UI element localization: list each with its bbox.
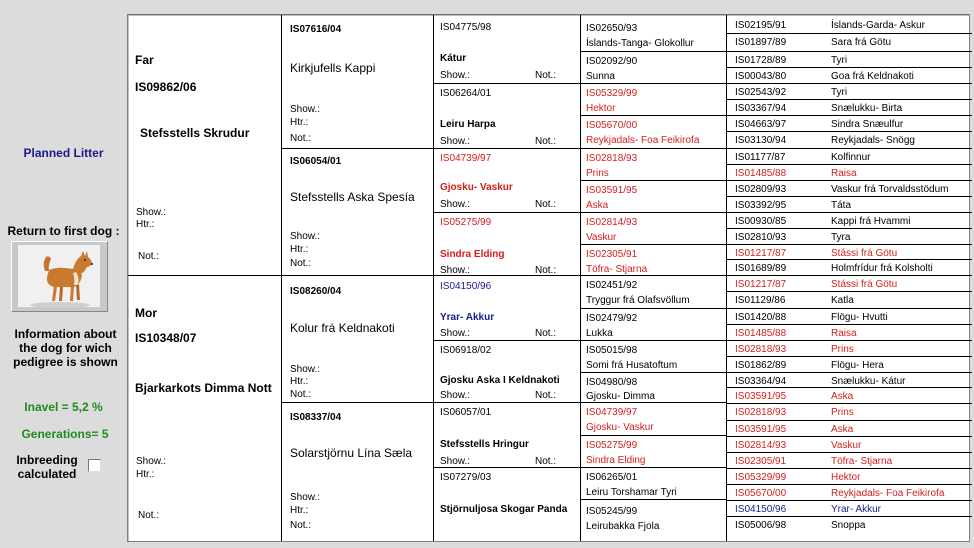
- dog-name: Stefsstells Hringur: [440, 439, 529, 450]
- dog-name: Kolur frá Keldnakoti: [290, 321, 395, 335]
- dog-name: Aska: [831, 391, 854, 402]
- gen5-row[interactable]: [727, 164, 972, 181]
- gen5-row[interactable]: [727, 340, 972, 357]
- gen5-row[interactable]: [727, 500, 972, 517]
- htr-label: Htr.:: [136, 219, 155, 230]
- gen5-row[interactable]: [727, 259, 972, 276]
- reg-number: IS02305/91: [735, 456, 787, 467]
- reg-number: IS05275/99: [440, 217, 492, 228]
- gen5-row[interactable]: [727, 17, 972, 33]
- reg-number: IS05245/99: [586, 506, 638, 517]
- gen4-dog[interactable]: [581, 115, 727, 149]
- reg-number: IS07279/03: [440, 472, 492, 483]
- dog-name: Stássi frá Götu: [831, 248, 898, 259]
- reg-number: IS01420/88: [735, 312, 787, 323]
- reg-number: IS06918/02: [440, 345, 492, 356]
- gen3-dog[interactable]: [434, 340, 581, 403]
- dog-name: Tyri: [831, 55, 848, 66]
- reg-number: IS02650/93: [586, 23, 638, 34]
- dog-name: Hektor: [586, 103, 616, 114]
- gen5-row[interactable]: [727, 436, 972, 453]
- inbreeding-label: Inbreeding calculated: [16, 453, 78, 481]
- gen2-dog[interactable]: [282, 402, 434, 541]
- show-label: Show.:: [440, 70, 471, 81]
- reg-number: IS02814/93: [735, 440, 787, 451]
- left-panel: [0, 0, 127, 548]
- gen3-dog[interactable]: [434, 212, 581, 276]
- reg-number: IS05275/99: [586, 440, 638, 451]
- gen5-column: [726, 15, 972, 541]
- not-label: Not.:: [535, 70, 557, 81]
- show-label: Show.:: [440, 265, 471, 276]
- gen5-row[interactable]: [727, 83, 972, 100]
- gen4-dog[interactable]: [581, 308, 727, 341]
- dog-name: Sindra Elding: [440, 249, 505, 260]
- show-label: Show.:: [136, 207, 167, 218]
- reg-number: IS09862/06: [135, 80, 197, 94]
- dog-name: Íslands-Garda- Askur: [831, 20, 925, 31]
- reg-number: IS06054/01: [290, 156, 342, 167]
- reg-number: IS05329/99: [586, 88, 638, 99]
- reg-number: IS02818/93: [735, 407, 787, 418]
- dog-name: Prins: [831, 407, 854, 418]
- dog-name: Gjosku- Dimma: [586, 391, 655, 402]
- dog-name: Sindra Snæulfur: [831, 119, 904, 130]
- dog-name: Gjosku Aska I Keldnakoti: [440, 375, 560, 386]
- gen4-dog[interactable]: [581, 340, 727, 373]
- gen2-column: [281, 15, 434, 541]
- not-label: Not.:: [138, 510, 160, 521]
- not-label: Not.:: [290, 258, 312, 269]
- gen4-dog[interactable]: [581, 244, 727, 276]
- gen5-row[interactable]: [727, 131, 972, 148]
- gen5-row[interactable]: [727, 403, 972, 420]
- gen5-row[interactable]: [727, 115, 972, 132]
- reg-number: IS03591/95: [586, 185, 638, 196]
- gen4-dog[interactable]: [581, 435, 727, 468]
- reg-number: IS02814/93: [586, 217, 638, 228]
- gen5-row[interactable]: [727, 148, 972, 165]
- dog-name: Yrar- Akkur: [440, 312, 495, 323]
- not-label: Not.:: [535, 456, 557, 467]
- dog-name: Stjörnuljosa Skogar Panda: [440, 504, 568, 515]
- show-label: Show.:: [440, 390, 471, 401]
- gen3-dog[interactable]: [434, 15, 581, 83]
- not-label: Not.:: [535, 328, 557, 339]
- reg-number: IS01177/87: [735, 152, 786, 163]
- reg-number: IS01485/88: [735, 328, 787, 339]
- dog-name: Kolfinnur: [831, 152, 871, 163]
- gen4-dog[interactable]: [581, 15, 727, 51]
- reg-number: IS04150/96: [440, 281, 492, 292]
- dog-name: Töfra- Stjarna: [831, 456, 893, 467]
- dog-name: Gjosku- Vaskur: [586, 422, 654, 433]
- reg-number: IS04663/97: [735, 119, 787, 130]
- gen5-row[interactable]: [727, 291, 972, 308]
- dog-name: Flögu- Hera: [831, 360, 884, 371]
- reg-number: IS05670/00: [586, 120, 638, 131]
- dog-info-text: Information about the dog for wich pedigree is shown: [13, 327, 118, 369]
- dog-name: Hektor: [831, 472, 861, 483]
- reg-number: IS03392/95: [735, 200, 787, 211]
- reg-number: IS08260/04: [290, 286, 342, 297]
- dog-photo-icon: [18, 245, 100, 307]
- reg-number: IS05329/99: [735, 472, 787, 483]
- show-label: Show.:: [290, 364, 321, 375]
- gen4-dog[interactable]: [581, 467, 727, 500]
- reg-number: IS01689/89: [735, 263, 787, 274]
- gen5-row[interactable]: [727, 51, 972, 68]
- show-label: Show.:: [290, 104, 321, 115]
- generations-value: Generations= 5: [21, 427, 109, 441]
- show-label: Show.:: [440, 328, 471, 339]
- gen5-row[interactable]: [727, 99, 972, 116]
- reg-number: IS01485/88: [735, 168, 787, 179]
- dog-name: Raisa: [831, 168, 857, 179]
- gen5-row[interactable]: [727, 196, 972, 213]
- gen5-row[interactable]: [727, 484, 972, 501]
- dog-name: Leiru Harpa: [440, 119, 496, 130]
- reg-number: IS04150/96: [735, 504, 787, 515]
- reg-number: IS01897/89: [735, 37, 787, 48]
- not-label: Not.:: [535, 136, 557, 147]
- reg-number: IS05015/98: [586, 345, 638, 356]
- gen4-dog[interactable]: [581, 180, 727, 213]
- reg-number: IS05670/00: [735, 488, 787, 499]
- dog-name: Snælukku- Kátur: [831, 376, 906, 387]
- dog-name: Stássi frá Götu: [831, 279, 898, 290]
- inbreeding-checkbox[interactable]: [88, 459, 101, 472]
- gen5-row[interactable]: [727, 516, 972, 533]
- gen3-dog[interactable]: [434, 83, 581, 149]
- reg-number: IS02809/93: [735, 184, 787, 195]
- dog-name: Táta: [831, 200, 852, 211]
- reg-number: IS02818/93: [586, 153, 638, 164]
- reg-number: IS01217/87: [735, 279, 787, 290]
- reg-number: IS06265/01: [586, 472, 638, 483]
- reg-number: IS03364/94: [735, 376, 787, 387]
- dog-name: Sunna: [586, 71, 615, 82]
- reg-number: IS04739/97: [586, 407, 638, 418]
- not-label: Not.:: [535, 390, 557, 401]
- gen5-row[interactable]: [727, 228, 972, 245]
- dog-name: Somi frá Husatoftum: [586, 360, 678, 371]
- dog-name: Raisa: [831, 328, 857, 339]
- gen4-dog[interactable]: [581, 499, 727, 541]
- gen5-row[interactable]: [727, 468, 972, 485]
- reg-number: IS06057/01: [440, 407, 492, 418]
- dog-name: Kirkjufells Kappi: [290, 61, 376, 75]
- gen5-row[interactable]: [727, 212, 972, 229]
- gen2-dog[interactable]: [282, 148, 434, 276]
- reg-number: IS02818/93: [735, 344, 787, 355]
- dog-name: Stefsstells Skrudur: [140, 126, 250, 140]
- gen5-row[interactable]: [727, 180, 972, 197]
- reg-number: IS06264/01: [440, 88, 492, 99]
- gen5-row[interactable]: [727, 356, 972, 373]
- reg-number: IS02543/92: [735, 87, 787, 98]
- gen1-dam[interactable]: [128, 275, 281, 541]
- dog-name: Vaskur: [586, 232, 617, 243]
- reg-number: IS03591/95: [735, 424, 787, 435]
- gen4-dog[interactable]: [581, 148, 727, 181]
- gen5-row[interactable]: [727, 387, 972, 404]
- show-label: Show.:: [440, 136, 471, 147]
- reg-number: IS10348/07: [135, 331, 197, 345]
- reg-number: IS00930/85: [735, 216, 787, 227]
- dog-name: Goa frá Keldnakoti: [831, 71, 914, 82]
- gen5-row[interactable]: [727, 275, 972, 292]
- htr-label: Htr.:: [290, 244, 309, 255]
- show-label: Show.:: [440, 199, 471, 210]
- not-label: Not.:: [535, 265, 557, 276]
- reg-number: IS02092/90: [586, 56, 638, 67]
- not-label: Not.:: [290, 133, 312, 144]
- gen3-dog[interactable]: [434, 148, 581, 213]
- dog-name: Tryggur frá Olafsvöllum: [586, 295, 690, 306]
- gen4-dog[interactable]: [581, 212, 727, 245]
- reg-number: IS01217/87: [735, 248, 787, 259]
- return-first-dog-button[interactable]: [11, 241, 108, 312]
- planned-litter-link[interactable]: Planned Litter: [23, 146, 104, 160]
- not-label: Not.:: [290, 389, 312, 400]
- reg-number: IS00043/80: [735, 71, 787, 82]
- dog-name: Kappi frá Hvammi: [831, 216, 911, 227]
- dog-name: Kátur: [440, 53, 467, 64]
- dog-name: Reykjadals- Snögg: [831, 135, 915, 146]
- gen4-dog[interactable]: [581, 402, 727, 436]
- return-label: Return to first dog :: [7, 224, 120, 238]
- reg-number: IS01129/86: [735, 295, 786, 306]
- gen4-dog[interactable]: [581, 51, 727, 84]
- reg-number: IS02195/91: [735, 20, 787, 31]
- gen4-dog[interactable]: [581, 83, 727, 116]
- reg-number: IS08337/04: [290, 412, 342, 423]
- dog-name: Vaskur: [831, 440, 862, 451]
- dog-name: Yrar- Akkur: [831, 504, 882, 515]
- dog-name: Reykjadals- Foa Feikirofa: [831, 488, 945, 499]
- dog-name: Snoppa: [831, 520, 866, 531]
- gen4-column: [580, 15, 727, 541]
- gen5-row[interactable]: [727, 420, 972, 437]
- dog-name: Snælukku- Birta: [831, 103, 903, 114]
- dog-name: Flögu- Hvutti: [831, 312, 888, 323]
- show-label: Show.:: [290, 492, 321, 503]
- reg-number: IS03367/94: [735, 103, 787, 114]
- dog-name: Aska: [831, 424, 854, 435]
- parent-role: Mor: [135, 306, 157, 320]
- dog-name: Prins: [831, 344, 854, 355]
- htr-label: Htr.:: [136, 469, 155, 480]
- dog-name: Lukka: [586, 328, 613, 339]
- reg-number: IS07616/04: [290, 24, 342, 35]
- dog-name: Stefsstells Aska Spesía: [290, 190, 415, 204]
- pedigree-table: [127, 14, 970, 542]
- show-label: Show.:: [290, 231, 321, 242]
- reg-number: IS02810/93: [735, 232, 787, 243]
- gen2-dog[interactable]: [282, 15, 434, 148]
- dog-name: Leirubakka Fjola: [586, 521, 660, 532]
- reg-number: IS02479/92: [586, 313, 638, 324]
- reg-number: IS03591/95: [735, 391, 787, 402]
- gen3-dog[interactable]: [434, 402, 581, 468]
- not-label: Not.:: [138, 251, 160, 262]
- reg-number: IS04775/98: [440, 22, 492, 33]
- gen1-column: [128, 15, 281, 541]
- dog-name: Prins: [586, 168, 609, 179]
- not-label: Not.:: [535, 199, 557, 210]
- reg-number: IS05006/98: [735, 520, 787, 531]
- dog-name: Tyra: [831, 232, 851, 243]
- gen5-row[interactable]: [727, 67, 972, 84]
- gen5-row[interactable]: [727, 308, 972, 325]
- reg-number: IS01728/89: [735, 55, 787, 66]
- gen1-sire[interactable]: [128, 15, 281, 275]
- gen3-dog[interactable]: [434, 275, 581, 341]
- inavel-value: Inavel = 5,2 %: [24, 400, 103, 414]
- htr-label: Htr.:: [290, 117, 309, 128]
- dog-name: Sara frá Götu: [831, 37, 892, 48]
- reg-number: IS02305/91: [586, 249, 638, 260]
- dog-name: Bjarkarkots Dimma Nott: [135, 381, 272, 395]
- gen5-row[interactable]: [727, 452, 972, 469]
- dog-name: Sindra Elding: [586, 455, 646, 466]
- htr-label: Htr.:: [290, 505, 309, 516]
- gen3-column: [433, 15, 581, 541]
- dog-name: Töfra- Stjarna: [586, 264, 648, 275]
- dog-name: Leiru Torshamar Tyri: [586, 487, 677, 498]
- reg-number: IS04739/97: [440, 153, 492, 164]
- dog-name: Reykjadals- Foa Feikirofa: [586, 135, 700, 146]
- gen4-dog[interactable]: [581, 275, 727, 309]
- dog-name: Aska: [586, 200, 609, 211]
- dog-name: Solarstjörnu Lína Sæla: [290, 446, 413, 460]
- parent-role: Far: [135, 53, 154, 67]
- reg-number: IS01862/89: [735, 360, 787, 371]
- dog-name: Gjosku- Vaskur: [440, 182, 513, 193]
- htr-label: Htr.:: [290, 376, 309, 387]
- dog-name: Holmfrídur frá Kolsholti: [831, 263, 933, 274]
- reg-number: IS03130/94: [735, 135, 787, 146]
- dog-name: Íslands-Tanga- Glokollur: [586, 38, 694, 49]
- gen5-row[interactable]: [727, 324, 972, 341]
- show-label: Show.:: [136, 456, 167, 467]
- dog-name: Vaskur frá Torvaldsstödum: [831, 184, 949, 195]
- dog-name: Katla: [831, 295, 854, 306]
- gen4-dog[interactable]: [581, 372, 727, 403]
- dog-name: Tyri: [831, 87, 848, 98]
- reg-number: IS04980/98: [586, 377, 638, 388]
- show-label: Show.:: [440, 456, 471, 467]
- gen3-dog[interactable]: [434, 467, 581, 541]
- not-label: Not.:: [290, 520, 312, 531]
- reg-number: IS02451/92: [586, 280, 638, 291]
- gen2-dog[interactable]: [282, 275, 434, 403]
- gen5-row[interactable]: [727, 33, 972, 50]
